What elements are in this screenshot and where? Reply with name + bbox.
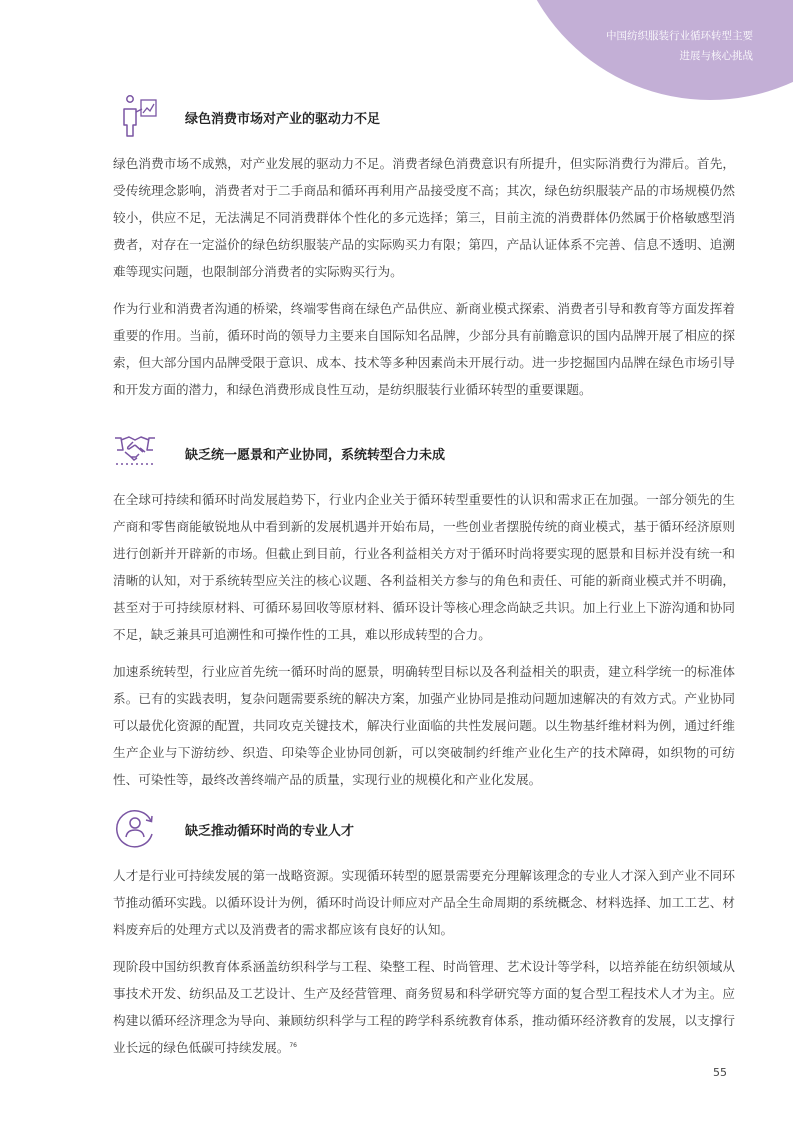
page-number: 55 xyxy=(713,1066,727,1079)
section-heading xyxy=(113,430,735,478)
paragraph: 在全球可持续和循环时尚发展趋势下，行业内企业关于循环转型重要性的认识和需求正在加强。一部分领先的生产商和零售商能敏锐地从中看到新的发展机遇并开始布局，一些创业者摆脱传统的商业模式，基于循环经济原则进行创新并开辟新的市场。但截止到目前，行业各利益相关方对于循环时尚将要实现的愿景和目标并没有统一和清晰的认知，对于系统转型应关注的核心议题、各利益相关方参与的角色和责任、可能的新商业模式并不明确，甚至对于可持续原材料、可循环易回收等原材料、循环设计等核心理念尚缺乏共识。加上行业上下游沟通和协同不足，缺乏兼具可追溯性和可操作性的工具，难以形成转型的合力。 xyxy=(113,492,735,642)
person-cycle-icon xyxy=(113,806,157,850)
section-title: 缺乏统一愿景和产业协同，系统转型合力未成 xyxy=(185,448,446,463)
running-header xyxy=(606,26,753,66)
section-talent xyxy=(113,806,735,1061)
running-header-line2: 进展与核心挑战 xyxy=(679,50,753,62)
handshake-icon xyxy=(113,430,157,474)
footnote-ref: 76 xyxy=(289,1041,297,1049)
running-header-line1: 中国纺织服装行业循环转型主要 xyxy=(606,30,753,42)
section-heading xyxy=(113,806,735,854)
paragraph: 作为行业和消费者沟通的桥梁，终端零售商在绿色产品供应、新商业模式探索、消费者引导和教育等方面发挥着重要的作用。当前，循环时尚的领导力主要来自国际知名品牌，少部分具有前瞻意识的国内品牌开展了相应的探索，但大部分国内品牌受限于意识、成本、技术等多种因素尚未开展行动。进一步挖掘国内品牌在绿色市场引导和开发方面的潜力，和绿色消费形成良性互动，是纺织服装行业循环转型的重要课题。 xyxy=(113,301,735,397)
section-title: 缺乏推动循环时尚的专业人才 xyxy=(185,824,355,839)
paragraph: 人才是行业可持续发展的第一战略资源。实现循环转型的愿景需要充分理解该理念的专业人才深入到产业不同环节推动循环实践。以循环设计为例，循环时尚设计师应对产品全生命周期的系统概念、材料选择、加工工艺、材料废弃后的处理方式以及消费者的需求都应该有良好的认知。 xyxy=(113,868,735,937)
paragraph-with-footnote xyxy=(113,953,735,1061)
paragraph: 绿色消费市场不成熟，对产业发展的驱动力不足。消费者绿色消费意识有所提升，但实际消费行为滞后。首先，受传统理念影响，消费者对于二手商品和循环再利用产品接受度不高；其次，绿色纺织服装产品的市场规模仍然较小，供应不足，无法满足不同消费群体个性化的多元选择；第三，目前主流的消费群体仍然属于价格敏感型消费者，对存在一定溢价的绿色纺织服装产品的实际购买力有限；第四，产品认证体系不完善、信息不透明、追溯难等现实问题，也限制部分消费者的实际购买行为。 xyxy=(113,156,735,279)
section-title: 绿色消费市场对产业的驱动力不足 xyxy=(185,112,381,127)
paragraph-text: 现阶段中国纺织教育体系涵盖纺织科学与工程、染整工程、时尚管理、艺术设计等学科，以培养能在纺织领域从事技术开发、纺织品及工艺设计、生产及经营管理、商务贸易和科学研究等方面的复合型工程技术人才为主。应构建以循环经济理念为导向、兼顾纺织科学与工程的跨学科系统教育体系，推动循环经济教育的发展，以支撑行业长远的绿色低碳可持续发展。 xyxy=(113,959,735,1055)
presenter-chart-icon xyxy=(113,94,157,138)
section-heading xyxy=(113,94,735,142)
paragraph: 加速系统转型，行业应首先统一循环时尚的愿景，明确转型目标以及各利益相关的职责，建立科学统一的标准体系。已有的实践表明，复杂问题需要系统的解决方案，加强产业协同是推动问题加速解决的有效方式。产业协同可以最优化资源的配置，共同攻克关键技术，解决行业面临的共性发展问题。以生物基纤维材料为例，通过纤维生产企业与下游纺纱、织造、印染等企业协同创新，可以突破制约纤维产业化生产的技术障碍，如织物的可纺性、可染性等，最终改善终端产品的质量，实现行业的规模化和产业化发展。 xyxy=(113,664,735,787)
section-green-consumption xyxy=(113,94,735,403)
section-industry-coordination xyxy=(113,430,735,793)
